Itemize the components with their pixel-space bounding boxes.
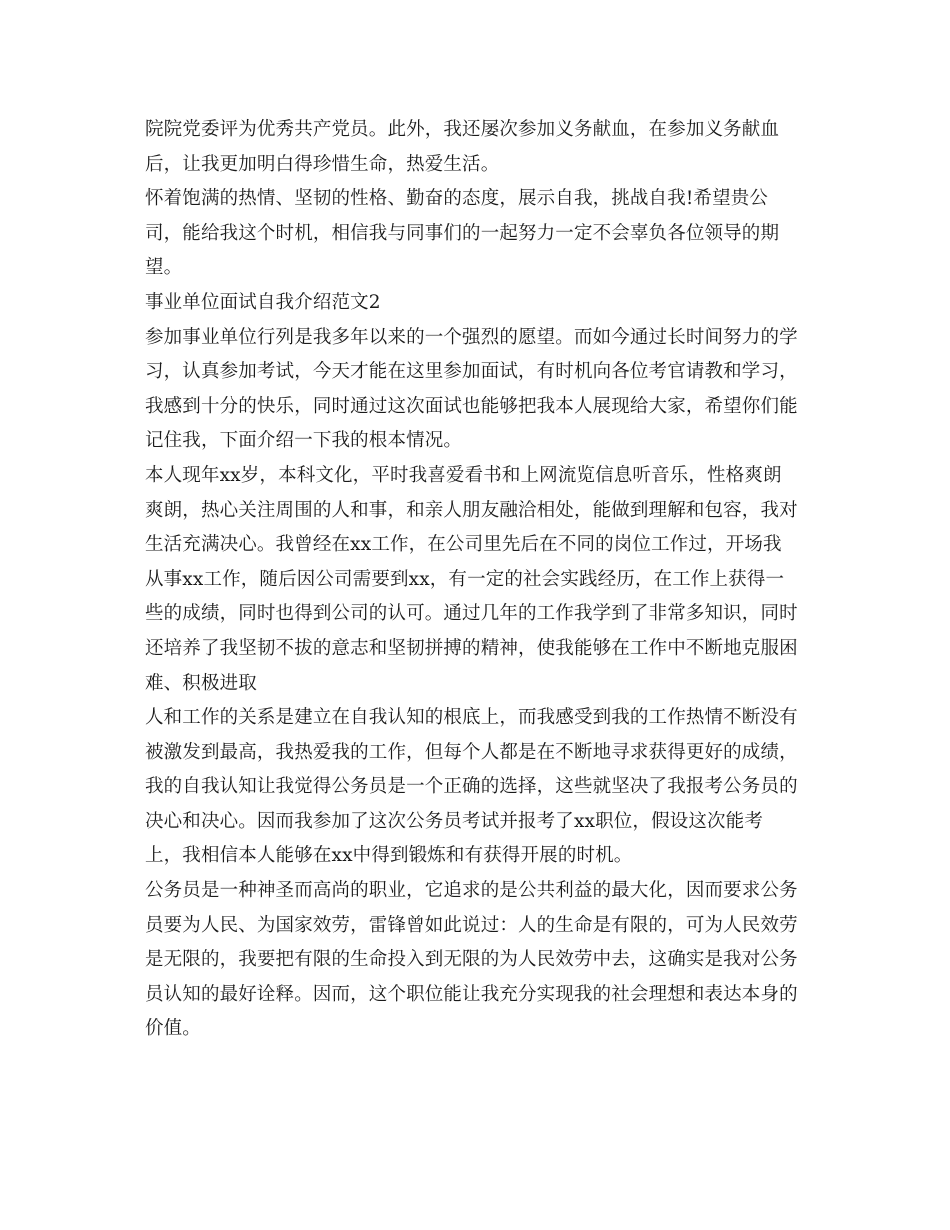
text-line: 院院党委评为优秀共产党员。此外，我还屡次参加义务献血，在参加义务献血 [145, 119, 780, 140]
text-line: 还培养了我坚韧不拔的意志和坚韧拼搏的精神，使我能够在工作中不断地克服困 [145, 637, 798, 659]
document-page [145, 113, 815, 1047]
text-line: 我的自我认知让我觉得公务员是一个正确的选择，这些就坚决了我报考公务员的 [145, 776, 798, 798]
text-line: 员要为人民、为国家效劳，雷锋曾如此说过：人的生命是有限的，可为人民效劳 [145, 914, 798, 936]
text-line: 望。 [145, 257, 183, 279]
text-line: 怀着饱满的热情、坚韧的性格、勤奋的态度，展示自我，挑战自我!希望贵公 [145, 188, 769, 210]
text-line: 上，我相信本人能够在xx中得到锻炼和有获得开展的时机。 [145, 845, 633, 867]
text-line: 后，让我更加明白得珍惜生命，热爱生活。 [145, 153, 500, 175]
text-line: 是无限的，我要把有限的生命投入到无限的为人民效劳中去，这确实是我对公务 [145, 949, 798, 971]
text-line: 生活充满决心。我曾经在xx工作，在公司里先后在不同的岗位工作过，开场我 [145, 534, 782, 556]
text-line: 参加事业单位行列是我多年以来的一个强烈的愿望。而如今通过长时间努力的学 [145, 326, 798, 348]
text-line: 本人现年xx岁，本科文化，平时我喜爱看书和上网流览信息听音乐，性格爽朗 [145, 464, 782, 486]
text-line: 价值。 [145, 1018, 201, 1040]
text-line: 决心和决心。因而我参加了这次公务员考试并报考了xx职位，假设这次能考 [145, 810, 763, 832]
text-line: 被激发到最高，我热爱我的工作，但每个人都是在不断地寻求获得更好的成绩， [145, 741, 798, 763]
section-heading: 事业单位面试自我介绍范文2 [145, 291, 381, 313]
text-line: 公务员是一种神圣而高尚的职业，它追求的是公共利益的最大化，因而要求公务 [145, 880, 798, 902]
text-line: 人和工作的关系是建立在自我认知的根底上，而我感受到我的工作热情不断没有 [145, 707, 798, 729]
text-line: 些的成绩，同时也得到公司的认可。通过几年的工作我学到了非常多知识，同时 [145, 603, 798, 625]
text-line: 从事xx工作，随后因公司需要到xx，有一定的社会实践经历，在工作上获得一 [145, 568, 785, 590]
text-line: 司，能给我这个时机，相信我与同事们的一起努力一定不会辜负各位领导的期 [145, 222, 780, 244]
text-line: 记住我，下面介绍一下我的根本情况。 [145, 430, 463, 452]
text-line: 难、积极进取 [145, 672, 257, 694]
text-line: 习，认真参加考试，今天才能在这里参加面试，有时机向各位考官请教和学习， [145, 361, 798, 383]
text-line: 员认知的最好诠释。因而，这个职位能让我充分实现我的社会理想和表达本身的 [145, 983, 798, 1005]
text-line: 爽朗，热心关注周围的人和事，和亲人朋友融洽相处，能做到理解和包容，我对 [145, 499, 798, 521]
text-line: 我感到十分的快乐，同时通过这次面试也能够把我本人展现给大家，希望你们能 [145, 395, 798, 417]
